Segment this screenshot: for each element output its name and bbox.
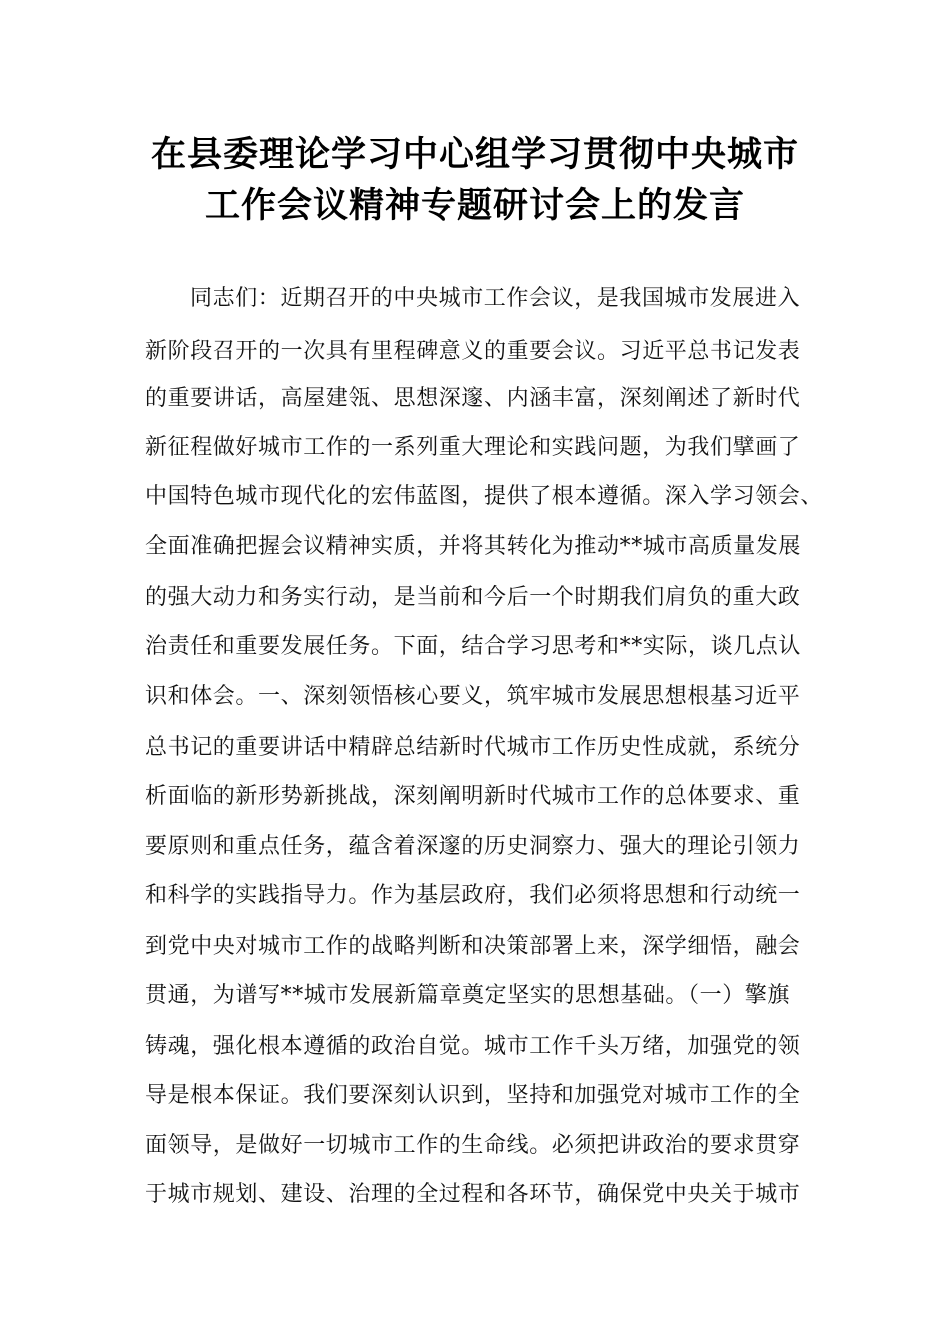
body-line-3: 的重要讲话，高屋建瓴、思想深邃、内涵丰富，深刻阐述了新时代 — [145, 386, 801, 411]
body-line-12: 要原则和重点任务，蕴含着深邃的历史洞察力、强大的理论引领力 — [145, 834, 801, 859]
body-line-1: 同志们：近期召开的中央城市工作会议，是我国城市发展进入 — [190, 286, 801, 311]
body-line-5: 中国特色城市现代化的宏伟蓝图，提供了根本遵循。深入学习领会、 — [145, 484, 824, 509]
body-line-11: 析面临的新形势新挑战，深刻阐明新时代城市工作的总体要求、重 — [145, 784, 801, 809]
body-line-4: 新征程做好城市工作的一系列重大理论和实践问题，为我们擘画了 — [145, 435, 801, 460]
body-line-7: 的强大动力和务实行动，是当前和今后一个时期我们肩负的重大政 — [145, 585, 801, 610]
document-title-line-1: 在县委理论学习中心组学习贯彻中央城市 — [150, 135, 799, 175]
body-line-2: 新阶段召开的一次具有里程碑意义的重要会议。习近平总书记发表 — [145, 339, 801, 364]
body-line-13: 和科学的实践指导力。作为基层政府，我们必须将思想和行动统一 — [145, 883, 801, 908]
body-line-18: 面领导，是做好一切城市工作的生命线。必须把讲政治的要求贯穿 — [145, 1133, 801, 1158]
body-line-14: 到党中央对城市工作的战略判断和决策部署上来，深学细悟，融会 — [145, 934, 801, 959]
body-line-6: 全面准确把握会议精神实质，并将其转化为推动**城市高质量发展 — [145, 534, 802, 559]
body-line-15: 贯通，为谱写**城市发展新篇章奠定坚实的思想基础。（一）擎旗 — [145, 983, 791, 1008]
document-title-line-2: 工作会议精神专题研讨会上的发言 — [204, 186, 745, 226]
body-line-16: 铸魂，强化根本遵循的政治自觉。城市工作千头万绪，加强党的领 — [145, 1034, 801, 1059]
body-line-17: 导是根本保证。我们要深刻认识到，坚持和加强党对城市工作的全 — [145, 1083, 801, 1108]
body-line-8: 治责任和重要发展任务。下面，结合学习思考和**实际，谈几点认 — [145, 634, 802, 659]
body-line-19: 于城市规划、建设、治理的全过程和各环节，确保党中央关于城市 — [145, 1182, 801, 1207]
body-line-9: 识和体会。一、深刻领悟核心要义，筑牢城市发展思想根基习近平 — [145, 684, 801, 709]
body-line-10: 总书记的重要讲话中精辟总结新时代城市工作历史性成就，系统分 — [145, 735, 801, 760]
